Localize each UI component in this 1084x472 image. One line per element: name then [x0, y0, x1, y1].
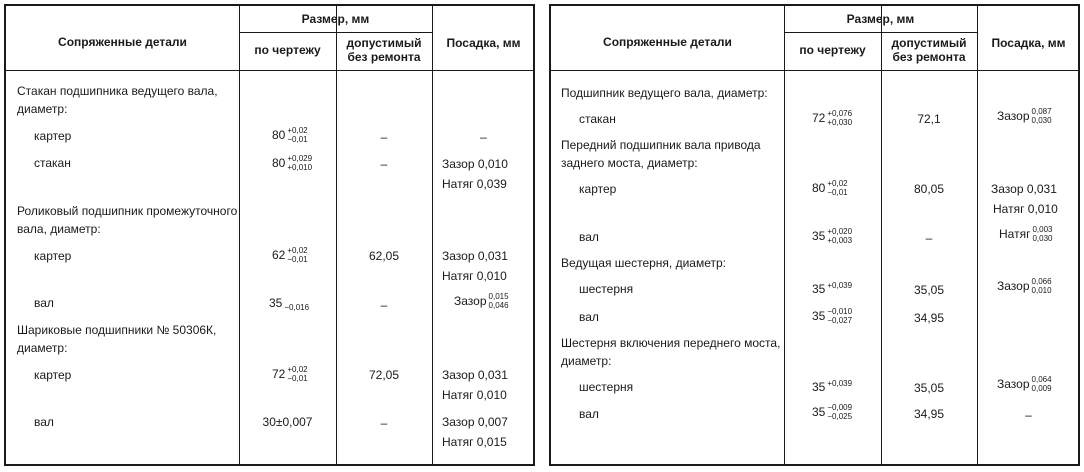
fit-value: Натяг 0,003 0,030 [999, 225, 1053, 243]
left-table [4, 4, 535, 466]
header-drawing: по чертежу [799, 43, 866, 57]
drawing-size: 35 −0,016 [269, 296, 310, 312]
drawing-size: 80 +0,029 +0,010 [272, 154, 313, 172]
fit-value: Натяг 0,010 [442, 269, 507, 283]
fit-value: Зазор 0,031 [442, 368, 508, 382]
allowed-size: – [925, 231, 933, 245]
fit-value: Зазор 0,031 [991, 182, 1057, 196]
header-bottom-line [551, 70, 1078, 71]
drawing-size: 72 +0,02 −0,01 [272, 365, 308, 383]
drawing-size: 35 +0,039 [812, 280, 853, 296]
fit-value: Зазор 0,015 0,046 [454, 292, 509, 310]
header-bottom-line [6, 70, 533, 71]
fit-value: – [1025, 408, 1032, 422]
drawing-size: 30±0,007 [262, 415, 313, 429]
header-allowed: допустимый без ремонта [891, 36, 967, 64]
drawing-size: 72 +0,076 +0,030 [812, 109, 853, 127]
allowed-size: – [380, 130, 388, 144]
part-label: картер [579, 182, 617, 196]
header-sub-line [784, 32, 977, 33]
drawing-size: 35 +0,039 [812, 378, 853, 394]
allowed-size: 35,05 [913, 381, 945, 395]
allowed-size: 62,05 [368, 249, 400, 263]
part-label: картер [34, 368, 72, 382]
header-drawing: по чертежу [254, 43, 321, 57]
part-label: картер [34, 249, 72, 263]
allowed-size: 80,05 [913, 182, 945, 196]
part-label: стакан [34, 156, 71, 170]
fit-value: Зазор 0,010 [442, 157, 508, 171]
allowed-size: – [380, 157, 388, 171]
group-label: Стакан подшипника ведущего вала, диаметр: [17, 84, 218, 116]
fit-value: Натяг 0,039 [442, 177, 507, 191]
fit-value: Зазор 0,031 [442, 249, 508, 263]
fit-value: Зазор 0,087 0,030 [997, 107, 1052, 125]
allowed-size: 34,95 [913, 311, 945, 325]
header-sub-line [239, 32, 432, 33]
part-label: вал [579, 230, 599, 244]
header-parts: Сопряженные детали [603, 35, 732, 49]
part-label: картер [34, 129, 72, 143]
part-label: стакан [579, 112, 616, 126]
group-label: Передний подшипник вала привода заднего моста, диаметр: [561, 138, 761, 170]
group-label: Шестерня включения переднего моста, диаметр: [561, 336, 781, 368]
group-label: Подшипник ведущего вала, диаметр: [561, 86, 768, 100]
drawing-size: 35 −0,009 −0,025 [812, 403, 853, 421]
fit-value: – [480, 130, 487, 144]
part-label: вал [579, 407, 599, 421]
allowed-size: – [380, 298, 388, 312]
drawing-size: 62 +0,02 −0,01 [272, 246, 308, 264]
header-allowed: допустимый без ремонта [346, 36, 422, 64]
fit-value: Зазор 0,007 [442, 415, 508, 429]
part-label: вал [579, 310, 599, 324]
header-size: Размер, мм [846, 12, 915, 26]
col-divider [336, 6, 337, 464]
drawing-size: 80 +0,02 −0,01 [272, 126, 308, 144]
part-label: шестерня [579, 282, 634, 296]
fit-value: Натяг 0,010 [442, 388, 507, 402]
header-fit: Посадка, мм [991, 36, 1066, 50]
part-label: шестерня [579, 380, 634, 394]
allowed-size: 72,05 [368, 368, 400, 382]
right-table [549, 4, 1080, 466]
drawing-size: 80 +0,02 −0,01 [812, 179, 848, 197]
allowed-size: 72,1 [917, 112, 941, 126]
group-label: Роликовый подшипник промежуточного вала, диаметр: [17, 204, 238, 236]
header-size: Размер, мм [301, 12, 370, 26]
col-divider [977, 6, 978, 464]
header-parts: Сопряженные детали [58, 35, 187, 49]
allowed-size: 34,95 [913, 407, 945, 421]
allowed-size: – [380, 416, 388, 430]
fit-value: Зазор 0,066 0,010 [997, 277, 1052, 295]
fit-value: Натяг 0,010 [993, 202, 1058, 216]
part-label: вал [34, 296, 54, 310]
fit-value: Зазор 0,064 0,009 [997, 375, 1052, 393]
col-divider [432, 6, 433, 464]
group-label: Шариковые подшипники № 50306К, диаметр: [17, 323, 217, 355]
part-label: вал [34, 415, 54, 429]
fit-value: Натяг 0,015 [442, 435, 507, 449]
drawing-size: 35 +0,020 +0,003 [812, 227, 853, 245]
allowed-size: 35,05 [913, 283, 945, 297]
header-fit: Посадка, мм [446, 36, 521, 50]
group-label: Ведущая шестерня, диаметр: [561, 256, 727, 270]
drawing-size: 35 −0,010 −0,027 [812, 307, 853, 325]
